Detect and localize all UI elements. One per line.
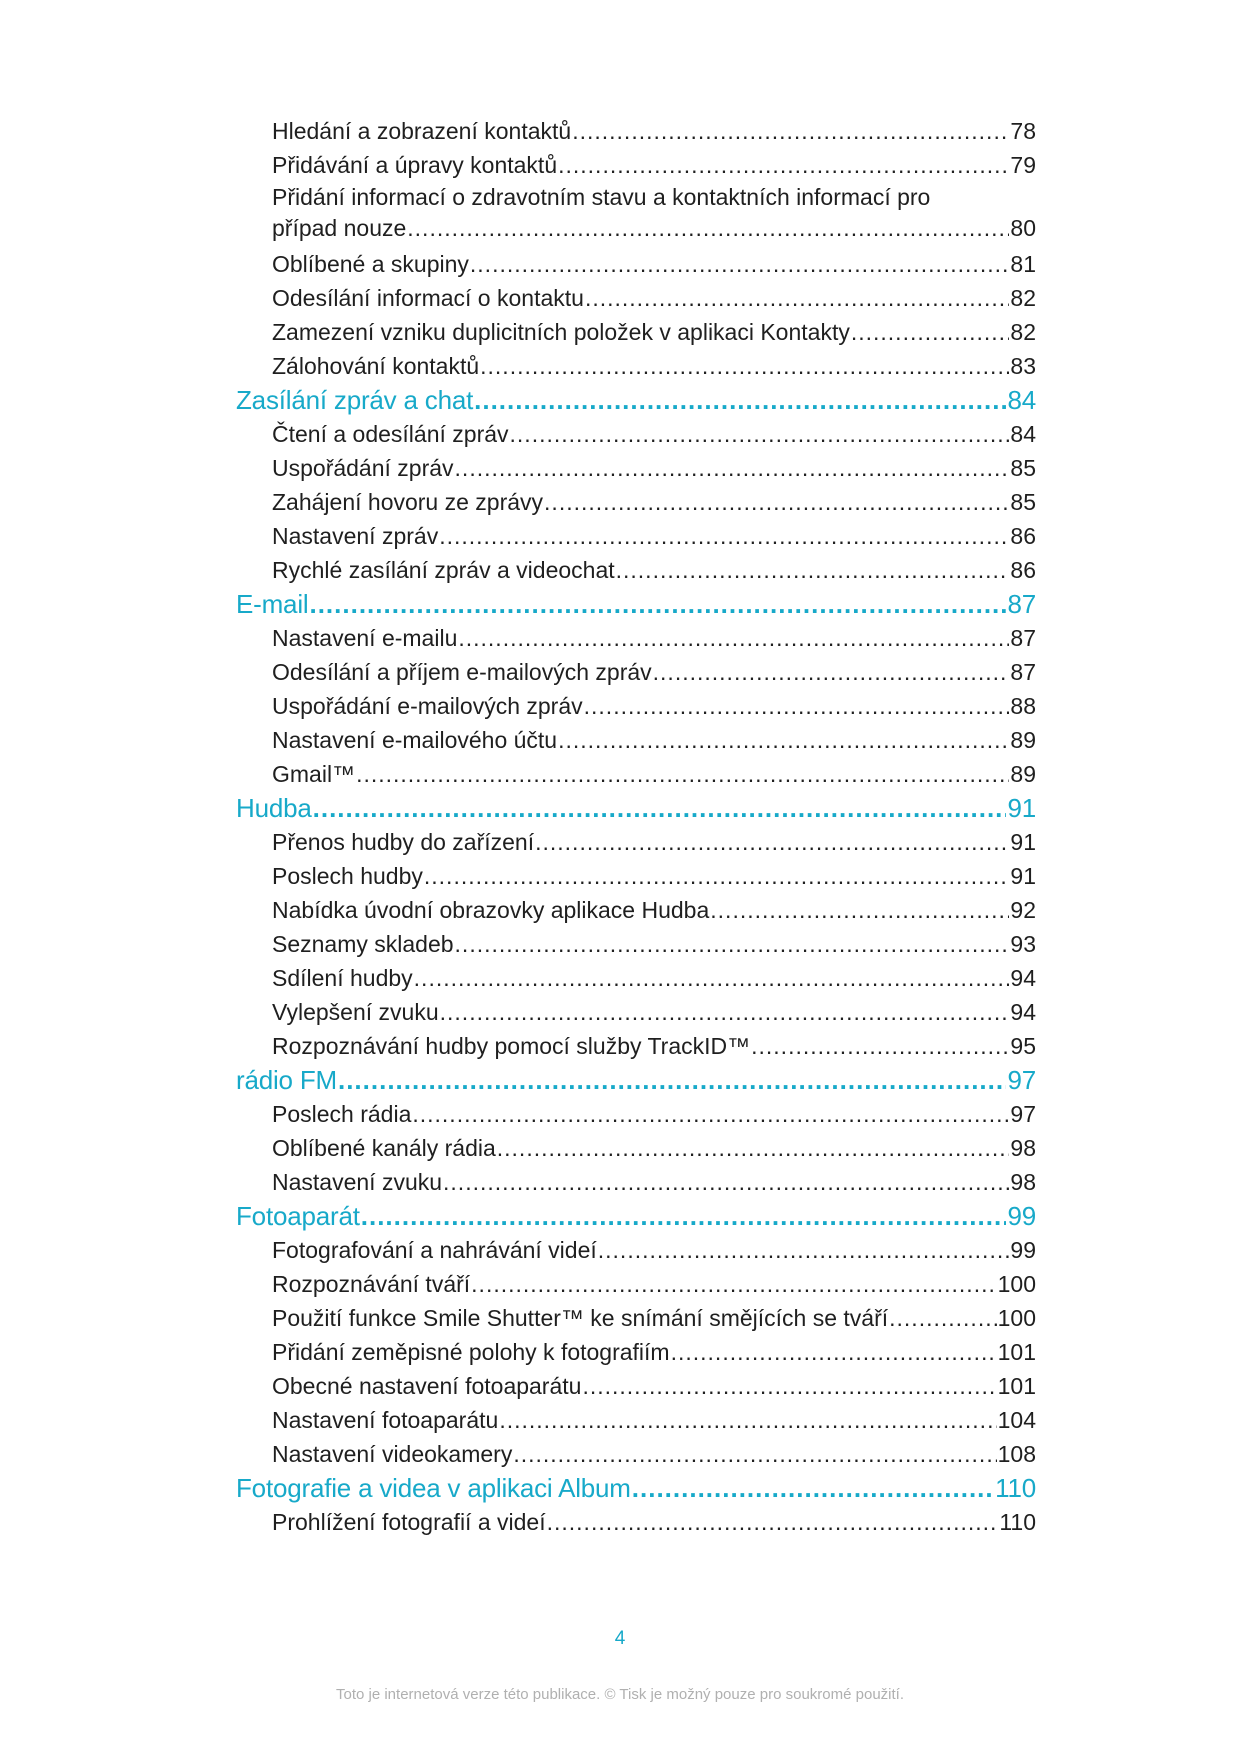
toc-entry-title: Přidávání a úpravy kontaktů <box>272 152 558 178</box>
toc-entry[interactable] <box>272 281 1036 315</box>
dot-leader <box>356 757 1009 791</box>
toc-chapter[interactable] <box>236 791 1036 825</box>
toc-entry-page: 93 <box>1010 931 1036 957</box>
toc-entry-title: Poslech rádia <box>272 1101 412 1127</box>
toc-entry-page: 81 <box>1010 251 1036 277</box>
toc-chapter-title: E-mail <box>236 589 309 619</box>
dot-leader <box>458 621 1009 655</box>
dot-leader <box>547 1505 999 1539</box>
toc-entry-title: Vylepšení zvuku <box>272 999 439 1025</box>
toc-entry[interactable] <box>272 247 1036 281</box>
toc-chapter-page: 99 <box>1007 1201 1036 1231</box>
toc-entry-page: 85 <box>1010 455 1036 481</box>
toc-entry-title: Odesílání informací o kontaktu <box>272 285 584 311</box>
toc-entry-title: Oblíbené kanály rádia <box>272 1135 496 1161</box>
toc-entry[interactable] <box>272 825 1036 859</box>
dot-leader <box>497 1131 1010 1165</box>
dot-leader <box>584 689 1010 723</box>
dot-leader <box>309 587 1006 621</box>
toc-entry-title: Nastavení fotoaparátu <box>272 1407 499 1433</box>
dot-leader <box>572 114 1009 148</box>
toc-entry-title: Nastavení e-mailu <box>272 625 458 651</box>
toc-chapter-page: 87 <box>1007 589 1036 619</box>
toc-chapter-title: Hudba <box>236 793 312 823</box>
toc-entry-page: 92 <box>1010 897 1036 923</box>
toc-entry-page: 85 <box>1010 489 1036 515</box>
toc-entry-title: Rychlé zasílání zpráv a videochat <box>272 557 615 583</box>
toc-entry-title: Gmail™ <box>272 761 356 787</box>
toc-entry-page: 83 <box>1010 353 1036 379</box>
toc-entry-page: 91 <box>1010 863 1036 889</box>
toc-entry-line2 <box>272 213 1036 244</box>
toc-entry-title: Nastavení videokamery <box>272 1441 513 1467</box>
toc-entry-page: 78 <box>1010 118 1036 144</box>
toc-entry[interactable] <box>272 1131 1036 1165</box>
dot-leader <box>851 315 1010 349</box>
toc-entry-title: Rozpoznávání tváří <box>272 1271 471 1297</box>
dot-leader <box>338 1063 1006 1097</box>
toc-entry-title: Rozpoznávání hudby pomocí služby TrackID™ <box>272 1033 751 1059</box>
toc-chapter-page: 91 <box>1007 793 1036 823</box>
dot-leader <box>443 1165 1009 1199</box>
toc-chapter[interactable] <box>236 1471 1036 1505</box>
toc-chapter-page: 110 <box>995 1473 1036 1503</box>
dot-leader <box>535 825 1009 859</box>
toc-entry-title: Nastavení zvuku <box>272 1169 443 1195</box>
dot-leader <box>424 859 1010 893</box>
dot-leader <box>414 961 1010 995</box>
dot-leader <box>471 1267 996 1301</box>
toc-entry-page: 82 <box>1010 319 1036 345</box>
toc-entry-page: 110 <box>999 1509 1036 1535</box>
toc-entry-page: 99 <box>1010 1237 1036 1263</box>
dot-leader <box>455 451 1010 485</box>
toc-entry[interactable] <box>272 1369 1036 1403</box>
toc-entry[interactable] <box>272 451 1036 485</box>
toc-entry-title: Prohlížení fotografií a videí <box>272 1509 546 1535</box>
toc-chapter-title: Fotoaparát <box>236 1201 360 1231</box>
toc-entry-title: případ nouze <box>272 215 407 241</box>
dot-leader <box>499 1403 996 1437</box>
toc-entry-page: 101 <box>997 1339 1036 1365</box>
toc-entry-title: Zahájení hovoru ze zprávy <box>272 489 544 515</box>
toc-entry-title: Přidání zeměpisné polohy k fotografiím <box>272 1339 670 1365</box>
dot-leader <box>598 1233 1010 1267</box>
toc-entry[interactable] <box>272 961 1036 995</box>
toc-chapter-title: Fotografie a videa v aplikaci Album <box>236 1473 631 1503</box>
toc-entry-title: Zamezení vzniku duplicitních položek v aplikaci Kontakty <box>272 319 850 345</box>
toc-entry-page: 84 <box>1010 421 1036 447</box>
toc-entry-title: Zálohování kontaktů <box>272 353 480 379</box>
toc-entry-page: 79 <box>1010 152 1036 178</box>
dot-leader <box>889 1301 996 1335</box>
toc-entry-title: Nabídka úvodní obrazovky aplikace Hudba <box>272 897 710 923</box>
dot-leader <box>710 893 1009 927</box>
dot-leader <box>616 553 1010 587</box>
toc-entry-title: Seznamy skladeb <box>272 931 454 957</box>
toc-entry-page: 94 <box>1010 965 1036 991</box>
dot-leader <box>558 148 1009 182</box>
toc-entry-page: 89 <box>1010 761 1036 787</box>
toc-entry[interactable] <box>272 114 1036 148</box>
toc-entry-title: Čtení a odesílání zpráv <box>272 421 509 447</box>
toc-entry-title: Přenos hudby do zařízení <box>272 829 535 855</box>
dot-leader <box>455 927 1010 961</box>
toc-entry-title: Obecné nastavení fotoaparátu <box>272 1373 582 1399</box>
toc-entry-page: 94 <box>1010 999 1036 1025</box>
toc-entry[interactable] <box>272 1097 1036 1131</box>
dot-leader <box>751 1029 1009 1063</box>
toc-chapter[interactable] <box>236 383 1036 417</box>
dot-leader <box>439 519 1009 553</box>
toc-entry-title: Poslech hudby <box>272 863 423 889</box>
toc-entry[interactable] <box>272 553 1036 587</box>
toc-entry-page: 108 <box>997 1441 1036 1467</box>
toc-entry[interactable] <box>272 757 1036 791</box>
toc-entry-page: 87 <box>1010 625 1036 651</box>
toc-chapter-page: 97 <box>1007 1065 1036 1095</box>
toc-entry[interactable] <box>272 417 1036 451</box>
dot-leader <box>474 383 1006 417</box>
toc-entry-title: Uspořádání e-mailových zpráv <box>272 693 583 719</box>
toc-entry-page: 101 <box>997 1373 1036 1399</box>
toc-entry-title: Fotografování a nahrávání videí <box>272 1237 597 1263</box>
toc-entry[interactable] <box>272 1233 1036 1267</box>
toc-entry-title: Použití funkce Smile Shutter™ ke snímání smějících se tváří <box>272 1305 889 1331</box>
dot-leader <box>653 655 1010 689</box>
toc-entry-page: 88 <box>1010 693 1036 719</box>
dot-leader <box>470 247 1010 281</box>
dot-leader <box>582 1369 996 1403</box>
toc-entry[interactable] <box>272 723 1036 757</box>
toc-chapter-title: Zasílání zpráv a chat <box>236 385 474 415</box>
toc-entry[interactable] <box>272 1437 1036 1471</box>
toc-entry[interactable] <box>272 655 1036 689</box>
toc-entry[interactable] <box>272 927 1036 961</box>
toc-entry-page: 86 <box>1010 557 1036 583</box>
toc-chapter-title: rádio FM <box>236 1065 337 1095</box>
dot-leader <box>407 213 1009 244</box>
toc-entry-title-line1: Přidání informací o zdravotním stavu a kontaktních informací pro <box>272 184 931 210</box>
toc-entry[interactable] <box>272 893 1036 927</box>
toc-entry[interactable] <box>272 1403 1036 1437</box>
toc-entry[interactable] <box>272 1301 1036 1335</box>
dot-leader <box>313 791 1007 825</box>
toc-entry-title: Uspořádání zpráv <box>272 455 454 481</box>
toc-entry[interactable] <box>272 519 1036 553</box>
toc-entry[interactable] <box>272 1029 1036 1063</box>
toc-entry[interactable] <box>272 1165 1036 1199</box>
toc-chapter[interactable] <box>236 587 1036 621</box>
toc-entry-page: 98 <box>1010 1135 1036 1161</box>
footer-note: Toto je internetová verze této publikace. © Tisk je možný pouze pro soukromé použití. <box>335 1686 904 1703</box>
toc-chapter[interactable] <box>236 1199 1036 1233</box>
page-number: 4 <box>614 1628 626 1649</box>
toc-entry[interactable] <box>272 315 1036 349</box>
toc-entry-page: 80 <box>1010 215 1036 241</box>
toc-entry-page: 100 <box>997 1271 1036 1297</box>
toc-entry[interactable] <box>272 1267 1036 1301</box>
dot-leader <box>513 1437 996 1471</box>
toc-entry-title: Hledání a zobrazení kontaktů <box>272 118 572 144</box>
toc-entry-page: 89 <box>1010 727 1036 753</box>
toc-entry-page: 87 <box>1010 659 1036 685</box>
toc-entry[interactable] <box>272 621 1036 655</box>
dot-leader <box>632 1471 994 1505</box>
toc-entry-title: Odesílání a příjem e-mailových zpráv <box>272 659 652 685</box>
toc-entry-page: 100 <box>997 1305 1036 1331</box>
dot-leader <box>510 417 1010 451</box>
toc-entry[interactable] <box>272 1505 1036 1539</box>
dot-leader <box>361 1199 1007 1233</box>
toc-entry[interactable] <box>272 689 1036 723</box>
toc-entry-page: 91 <box>1010 829 1036 855</box>
dot-leader <box>480 349 1009 383</box>
toc-entry-page: 82 <box>1010 285 1036 311</box>
toc-entry-title: Nastavení zpráv <box>272 523 439 549</box>
toc-entry-page: 98 <box>1010 1169 1036 1195</box>
toc-entry-title: Sdílení hudby <box>272 965 413 991</box>
dot-leader <box>544 485 1009 519</box>
toc-entry[interactable] <box>272 859 1036 893</box>
toc-entry-page: 95 <box>1010 1033 1036 1059</box>
toc-entry[interactable] <box>272 148 1036 182</box>
toc-entry-title: Oblíbené a skupiny <box>272 251 469 277</box>
toc-entry-page: 97 <box>1010 1101 1036 1127</box>
toc-entry[interactable] <box>272 995 1036 1029</box>
toc-entry[interactable] <box>272 182 1036 244</box>
toc-entry[interactable] <box>272 349 1036 383</box>
toc-entry-page: 86 <box>1010 523 1036 549</box>
toc-entry-title: Nastavení e-mailového účtu <box>272 727 558 753</box>
dot-leader <box>671 1335 997 1369</box>
toc-chapter-page: 84 <box>1007 385 1036 415</box>
toc-chapter[interactable] <box>236 1063 1036 1097</box>
toc-entry[interactable] <box>272 1335 1036 1369</box>
toc-entry-page: 104 <box>997 1407 1036 1433</box>
dot-leader <box>440 995 1010 1029</box>
table-of-contents <box>236 114 1036 1539</box>
dot-leader <box>558 723 1009 757</box>
dot-leader <box>585 281 1009 315</box>
toc-entry[interactable] <box>272 485 1036 519</box>
dot-leader <box>412 1097 1009 1131</box>
